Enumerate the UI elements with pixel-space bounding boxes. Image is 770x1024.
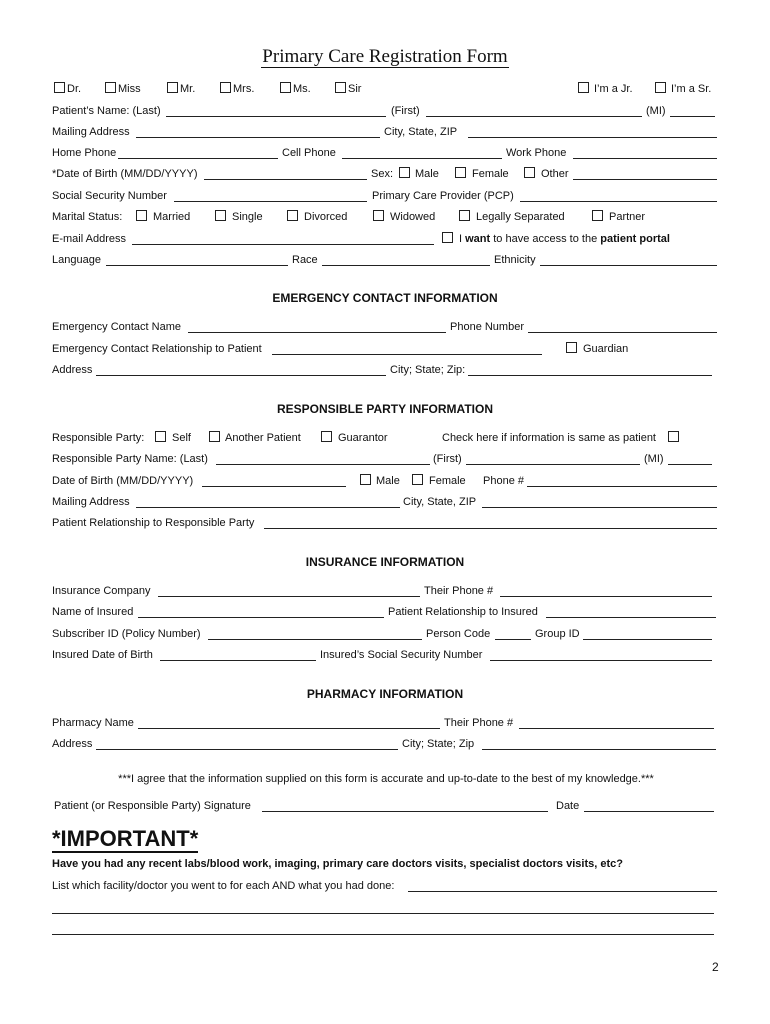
insurance-heading: INSURANCE INFORMATION (305, 555, 465, 569)
responsible-female-label: Female (429, 475, 466, 487)
emergency-phone-label: Phone Number (450, 321, 524, 333)
race-field[interactable] (322, 265, 490, 266)
date-label: Date (556, 800, 580, 812)
emergency-address-field[interactable] (96, 375, 386, 376)
emergency-relationship-row (52, 342, 720, 358)
pharmacy-phone-field[interactable] (519, 728, 714, 729)
patient-dob-row (52, 167, 720, 183)
mailing-address-field[interactable] (136, 137, 380, 138)
insured-relationship-field[interactable] (546, 617, 716, 618)
list-line-row-3 (52, 922, 720, 938)
subscriber-row (52, 627, 720, 643)
responsible-party-label: Responsible Party: (52, 432, 145, 444)
dr-label: Dr. (67, 83, 82, 95)
work-phone-field[interactable] (573, 158, 717, 159)
marital-status-label: Marital Status: (52, 211, 123, 223)
pharmacy-heading: PHARMACY INFORMATION (306, 687, 464, 701)
divorced-label: Divorced (304, 211, 348, 223)
cell-phone-label: Cell Phone (282, 147, 336, 159)
guarantor-checkbox[interactable] (321, 431, 332, 442)
emergency-address-label: Address (52, 364, 93, 376)
cell-phone-field[interactable] (342, 158, 502, 159)
group-id-field[interactable] (583, 639, 712, 640)
self-label: Self (172, 432, 191, 444)
insured-ssn-label: Insured’s Social Security Number (320, 649, 483, 661)
pharmacy-address-row (52, 737, 720, 753)
pharmacy-city-field[interactable] (482, 749, 716, 750)
insurance-phone-label: Their Phone # (424, 585, 494, 597)
date-field[interactable] (584, 811, 714, 812)
pharmacy-name-label: Pharmacy Name (52, 717, 134, 729)
work-phone-label: Work Phone (506, 147, 567, 159)
responsible-first-label: (First) (433, 453, 462, 465)
insured-dob-row (52, 648, 720, 664)
emergency-relationship-field[interactable] (272, 354, 542, 355)
married-checkbox[interactable] (136, 210, 147, 221)
sr-label: I’m a Sr. (671, 83, 712, 95)
single-label: Single (232, 211, 263, 223)
divorced-checkbox[interactable] (287, 210, 298, 221)
insurance-company-label: Insurance Company (52, 585, 151, 597)
female-label: Female (472, 168, 509, 180)
emergency-address-row (52, 363, 720, 379)
mr-label: Mr. (180, 83, 196, 95)
patient-ssn-row (52, 189, 720, 205)
responsible-last-field[interactable] (216, 464, 430, 465)
pharmacy-address-field[interactable] (96, 749, 398, 750)
patient-first-label: (First) (391, 105, 420, 117)
married-label: Married (153, 211, 191, 223)
patient-mi-field[interactable] (670, 116, 715, 117)
important-heading: *IMPORTANT* (52, 826, 199, 851)
pharmacy-name-field[interactable] (138, 728, 440, 729)
insured-dob-label: Insured Date of Birth (52, 649, 153, 661)
home-phone-field[interactable] (118, 158, 278, 159)
responsible-male-checkbox[interactable] (360, 474, 371, 485)
dr-checkbox[interactable] (54, 82, 65, 93)
insured-relationship-label: Patient Relationship to Insured (388, 606, 538, 618)
emergency-heading: EMERGENCY CONTACT INFORMATION (272, 291, 498, 305)
patient-last-field[interactable] (166, 116, 386, 117)
partner-label: Partner (609, 211, 646, 223)
self-checkbox[interactable] (155, 431, 166, 442)
patient-name-row (52, 104, 720, 120)
responsible-party-row (52, 431, 720, 447)
list-label: List which facility/doctor you went to for each AND what you had done: (52, 880, 395, 892)
insured-dob-field[interactable] (160, 660, 316, 661)
insurance-company-row (52, 584, 720, 600)
list-field-3[interactable] (52, 934, 714, 935)
miss-checkbox[interactable] (105, 82, 116, 93)
portal-checkbox[interactable] (442, 232, 453, 243)
guardian-checkbox[interactable] (566, 342, 577, 353)
guardian-label: Guardian (583, 343, 629, 355)
insured-name-row (52, 605, 720, 621)
responsible-phone-label: Phone # (483, 475, 524, 487)
language-label: Language (52, 254, 101, 266)
ethnicity-field[interactable] (540, 265, 717, 266)
male-checkbox[interactable] (399, 167, 410, 178)
responsible-dob-label: Date of Birth (MM/DD/YYYY) (52, 475, 194, 487)
patient-mi-label: (MI) (646, 105, 666, 117)
emergency-phone-field[interactable] (528, 332, 717, 333)
guarantor-label: Guarantor (338, 432, 388, 444)
list-field-1[interactable] (408, 891, 717, 892)
dob-label: *Date of Birth (MM/DD/YYYY) (52, 168, 198, 180)
responsible-last-label: Responsible Party Name: (Last) (52, 453, 208, 465)
pharmacy-city-label: City; State; Zip (402, 738, 475, 750)
jr-label: I’m a Jr. (594, 83, 633, 95)
female-checkbox[interactable] (455, 167, 466, 178)
ms-checkbox[interactable] (280, 82, 291, 93)
insurance-company-field[interactable] (158, 596, 420, 597)
responsible-city-field[interactable] (482, 507, 717, 508)
same-as-patient-label: Check here if information is same as patient (442, 432, 656, 444)
sex-label: Sex: (371, 168, 394, 180)
email-label: E-mail Address (52, 233, 126, 245)
signature-field[interactable] (262, 811, 548, 812)
home-phone-label: Home Phone (52, 147, 117, 159)
pharmacy-name-row (52, 716, 720, 732)
mrs-checkbox[interactable] (220, 82, 231, 93)
email-row (52, 232, 720, 248)
group-id-label: Group ID (535, 628, 580, 640)
other-label: Other (541, 168, 569, 180)
emergency-city-label: City; State; Zip: (390, 364, 466, 376)
list-field-2[interactable] (52, 913, 714, 914)
patient-first-field[interactable] (426, 116, 642, 117)
other-field[interactable] (573, 179, 717, 180)
widowed-label: Widowed (390, 211, 436, 223)
responsible-relationship-row (52, 516, 720, 532)
jr-checkbox[interactable] (578, 82, 589, 93)
emergency-city-field[interactable] (468, 375, 712, 376)
separated-label: Legally Separated (476, 211, 565, 223)
responsible-phone-field[interactable] (527, 486, 717, 487)
miss-label: Miss (118, 83, 141, 95)
language-row (52, 253, 720, 269)
ssn-field[interactable] (174, 201, 367, 202)
single-checkbox[interactable] (215, 210, 226, 221)
sr-checkbox[interactable] (655, 82, 666, 93)
responsible-name-row (52, 452, 720, 468)
recent-visits-question: Have you had any recent labs/blood work, imaging, primary care doctors visits, specialist doctors visits, etc? (52, 858, 623, 870)
page-number: 2 (712, 960, 719, 974)
city-state-zip-field[interactable] (468, 137, 717, 138)
responsible-city-label: City, State, ZIP (403, 496, 477, 508)
pharmacy-phone-label: Their Phone # (444, 717, 514, 729)
male-label: Male (415, 168, 439, 180)
agreement-text: ***I agree that the information supplied on this form is accurate and up-to-date to the best of my knowledge.*** (118, 773, 654, 785)
widowed-checkbox[interactable] (373, 210, 384, 221)
city-state-zip-label: City, State, ZIP (384, 126, 458, 138)
other-checkbox[interactable] (524, 167, 535, 178)
sir-label: Sir (348, 83, 362, 95)
title-options-row (52, 82, 720, 98)
ethnicity-label: Ethnicity (494, 254, 536, 266)
insured-name-field[interactable] (138, 617, 384, 618)
responsible-relationship-label: Patient Relationship to Responsible Party (52, 517, 255, 529)
patient-phone-row (52, 146, 720, 162)
marital-status-row (52, 210, 720, 226)
pcp-label: Primary Care Provider (PCP) (372, 190, 514, 202)
mrs-label: Mrs. (233, 83, 255, 95)
pharmacy-address-label: Address (52, 738, 93, 750)
person-code-label: Person Code (426, 628, 491, 640)
list-row (52, 879, 720, 895)
signature-label: Patient (or Responsible Party) Signature (54, 800, 251, 812)
ms-label: Ms. (293, 83, 311, 95)
dob-field[interactable] (204, 179, 367, 180)
responsible-dob-row (52, 474, 720, 490)
race-label: Race (292, 254, 318, 266)
responsible-mailing-field[interactable] (136, 507, 400, 508)
subscriber-id-field[interactable] (208, 639, 422, 640)
sir-checkbox[interactable] (335, 82, 346, 93)
another-patient-checkbox[interactable] (209, 431, 220, 442)
emergency-name-field[interactable] (188, 332, 446, 333)
responsible-dob-field[interactable] (202, 486, 346, 487)
responsible-male-label: Male (376, 475, 400, 487)
emergency-name-label: Emergency Contact Name (52, 321, 181, 333)
insured-ssn-field[interactable] (490, 660, 712, 661)
responsible-female-checkbox[interactable] (412, 474, 423, 485)
signature-row (52, 799, 720, 815)
person-code-field[interactable] (495, 639, 531, 640)
insurance-phone-field[interactable] (500, 596, 712, 597)
emergency-relationship-label: Emergency Contact Relationship to Patient (52, 343, 262, 355)
responsible-mailing-label: Mailing Address (52, 496, 130, 508)
separated-checkbox[interactable] (459, 210, 470, 221)
agreement-row (52, 772, 720, 788)
list-line-row-2 (52, 901, 720, 917)
form-title: Primary Care Registration Form (262, 46, 508, 67)
same-as-patient-checkbox[interactable] (668, 431, 679, 442)
responsible-mi-label: (MI) (644, 453, 664, 465)
responsible-relationship-field[interactable] (264, 528, 717, 529)
partner-checkbox[interactable] (592, 210, 603, 221)
another-patient-label: Another Patient (225, 432, 301, 444)
responsible-first-field[interactable] (466, 464, 640, 465)
responsible-heading: RESPONSIBLE PARTY INFORMATION (276, 402, 493, 416)
language-field[interactable] (106, 265, 288, 266)
patient-last-label: Patient’s Name: (Last) (52, 105, 161, 117)
insured-name-label: Name of Insured (52, 606, 134, 618)
mr-checkbox[interactable] (167, 82, 178, 93)
pcp-field[interactable] (520, 201, 717, 202)
subscriber-id-label: Subscriber ID (Policy Number) (52, 628, 201, 640)
emergency-name-row (52, 320, 720, 336)
responsible-mailing-row (52, 495, 720, 511)
mailing-address-label: Mailing Address (52, 126, 130, 138)
ssn-label: Social Security Number (52, 190, 167, 202)
portal-label: I want to have access to the patient portal (459, 233, 670, 245)
patient-mailing-row (52, 125, 720, 141)
responsible-mi-field[interactable] (668, 464, 712, 465)
email-field[interactable] (132, 244, 434, 245)
